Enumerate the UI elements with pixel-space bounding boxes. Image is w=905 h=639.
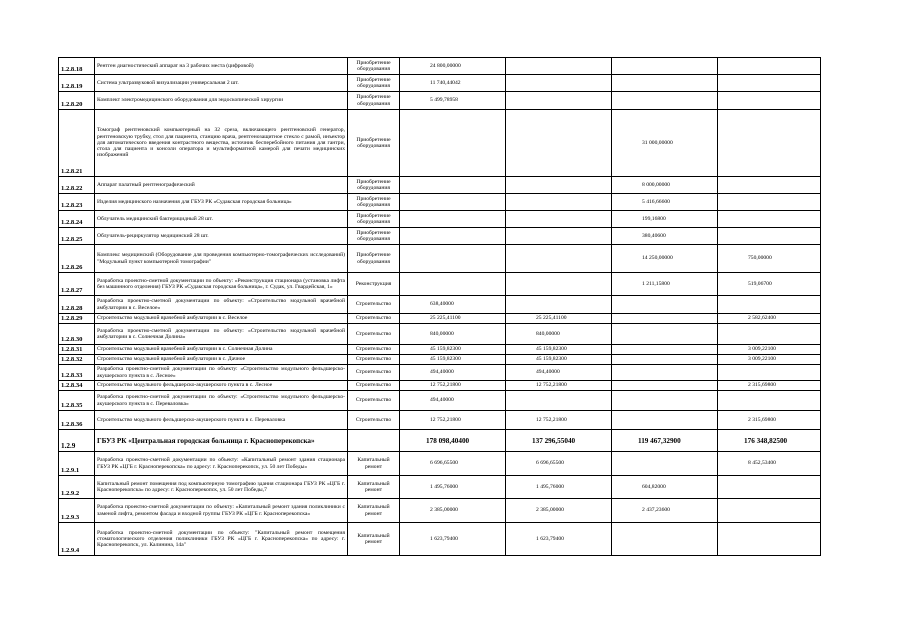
type-cell: Приобретение оборудования <box>348 245 400 273</box>
amount-cell-1 <box>400 245 506 273</box>
type-cell: Приобретение оборудования <box>348 228 400 245</box>
table-row <box>59 523 821 556</box>
amount-cell-1: 6 696,65500 <box>400 452 506 476</box>
amount-cell-3: 604,82000 <box>612 476 718 499</box>
table-row <box>59 194 821 211</box>
code-cell: 1.2.8.29 <box>59 314 95 324</box>
name-cell: Разработка проектно-сметной документации по объекту: «Капитальный ремонт здания стационара ГБУЗ РК «ЦГБ г. Красноперекопска» по адресу: г. Красноперекопск, ул. 50 лет Победы» <box>95 452 348 476</box>
type-cell: Строительство <box>348 411 400 430</box>
code-cell: 1.2.9.4 <box>59 523 95 556</box>
code-cell: 1.2.8.31 <box>59 345 95 355</box>
amount-cell-4: 750,00000 <box>718 245 821 273</box>
table-row <box>59 452 821 476</box>
amount-cell-3 <box>612 296 718 314</box>
name-cell: Строительство модульной врачебной амбулатории в с. Веселое <box>95 314 348 324</box>
amount-cell-3 <box>612 391 718 411</box>
amount-cell-1: 45 159,82300 <box>400 345 506 355</box>
amount-cell-4 <box>718 476 821 499</box>
code-cell: 1.2.9 <box>59 430 95 452</box>
name-cell: Облучатель медицинский бактерицидный 28 шт. <box>95 211 348 228</box>
type-cell: Строительство <box>348 345 400 355</box>
table-row <box>59 58 821 75</box>
amount-cell-1: 494,40000 <box>400 391 506 411</box>
amount-cell-2: 12 752,21800 <box>506 411 612 430</box>
code-cell: 1.2.8.20 <box>59 92 95 110</box>
amount-cell-2 <box>506 273 612 296</box>
type-cell: Приобретение оборудования <box>348 194 400 211</box>
table-row <box>59 177 821 194</box>
code-cell: 1.2.8.28 <box>59 296 95 314</box>
table-row <box>59 476 821 499</box>
type-cell: Капитальный ремонт <box>348 476 400 499</box>
name-cell: ГБУЗ РК «Центральная городская больница г. Красноперекопска» <box>95 430 348 452</box>
budget-table <box>58 57 821 556</box>
amount-cell-4 <box>718 365 821 381</box>
amount-cell-2 <box>506 58 612 75</box>
code-cell: 1.2.8.19 <box>59 75 95 92</box>
name-cell: Строительство модульного фельдшерско-акушерского пункта в с. Переваловка <box>95 411 348 430</box>
code-cell: 1.2.8.32 <box>59 355 95 365</box>
table-row <box>59 296 821 314</box>
amount-cell-4: 3 009,22100 <box>718 345 821 355</box>
table-row <box>59 110 821 177</box>
table-row <box>59 211 821 228</box>
amount-cell-1 <box>400 194 506 211</box>
amount-cell-1: 25 225,41100 <box>400 314 506 324</box>
type-cell: Приобретение оборудования <box>348 110 400 177</box>
amount-cell-1: 12 752,21800 <box>400 381 506 391</box>
table-row <box>59 381 821 391</box>
amount-cell-4: 2 315,69800 <box>718 411 821 430</box>
amount-cell-1: 494,40000 <box>400 365 506 381</box>
amount-cell-1 <box>400 177 506 194</box>
name-cell: Разработка проектно-сметной документации по объекту: «Строительство модульного фельдшерско-акушерского пункта в с. Переваловка» <box>95 391 348 411</box>
code-cell: 1.2.9.2 <box>59 476 95 499</box>
amount-cell-4 <box>718 110 821 177</box>
amount-cell-3 <box>612 452 718 476</box>
table-row <box>59 365 821 381</box>
amount-cell-4 <box>718 391 821 411</box>
name-cell: Томограф рентгеновский компьютерный на 32 среза, включающего рентгеновский генератор, рентгеновскую трубку, стол для пациента, станцию врача, рентгенозащитное стекло с рамой, инъектор для автоматического введения контрастного вещества, источник бесперебойного питания для гантри, стола для пациента и консоли оператора и мультиформатной камерой для печати медицинских изображений <box>95 110 348 177</box>
amount-cell-2 <box>506 92 612 110</box>
type-cell: Приобретение оборудования <box>348 177 400 194</box>
code-cell: 1.2.8.35 <box>59 391 95 411</box>
code-cell: 1.2.8.26 <box>59 245 95 273</box>
code-cell: 1.2.8.24 <box>59 211 95 228</box>
amount-cell-1: 840,00000 <box>400 324 506 345</box>
table-row <box>59 345 821 355</box>
amount-cell-4 <box>718 211 821 228</box>
amount-cell-4 <box>718 324 821 345</box>
amount-cell-3: 8 000,00000 <box>612 177 718 194</box>
table-row <box>59 92 821 110</box>
type-cell: Строительство <box>348 314 400 324</box>
amount-cell-3 <box>612 314 718 324</box>
amount-cell-2 <box>506 194 612 211</box>
name-cell: Аппарат палатный рентгенографический <box>95 177 348 194</box>
amount-cell-3: 199,16800 <box>612 211 718 228</box>
type-cell: Приобретение оборудования <box>348 211 400 228</box>
name-cell: Разработка проектно-сметной документации по объекту: «Реконструкция стационара (установка лифта без машинного отделения) ГБУЗ РК «Судакская городская больница», г. Судак, ул. Гвардейская, 1» <box>95 273 348 296</box>
amount-cell-3: 380,40600 <box>612 228 718 245</box>
table-row <box>59 75 821 92</box>
code-cell: 1.2.8.18 <box>59 58 95 75</box>
amount-cell-2 <box>506 391 612 411</box>
amount-cell-4: 3 009,22100 <box>718 355 821 365</box>
amount-cell-2 <box>506 228 612 245</box>
amount-cell-1: 11 740,44042 <box>400 75 506 92</box>
amount-cell-3: 5 416,66600 <box>612 194 718 211</box>
name-cell: Разработка проектно-сметной документации по объекту: «Капитальный ремонт здания поликлиники с заменой лифта, ремонтом фасада и входной группы ГБУЗ РК «ЦГБ г. Красноперекопска» <box>95 499 348 523</box>
amount-cell-3 <box>612 355 718 365</box>
amount-cell-4 <box>718 499 821 523</box>
amount-cell-2: 137 296,55040 <box>506 430 612 452</box>
name-cell: Капитальный ремонт помещения под компьютерную томографию здания стационара ГБУЗ РК «ЦГБ г. Красноперекопска» по адресу: г. Красноперекопск, ул. 50 лет Победы,7 <box>95 476 348 499</box>
amount-cell-3 <box>612 365 718 381</box>
amount-cell-3: 1 211,15800 <box>612 273 718 296</box>
code-cell: 1.2.9.3 <box>59 499 95 523</box>
amount-cell-1 <box>400 228 506 245</box>
amount-cell-2: 2 385,00000 <box>506 499 612 523</box>
amount-cell-4 <box>718 177 821 194</box>
amount-cell-2: 840,00000 <box>506 324 612 345</box>
table-row <box>59 411 821 430</box>
name-cell: Разработка проектно-сметной документации по объекту: «Строительство модульной врачебной амбулатории в с. Солнечная Долина» <box>95 324 348 345</box>
amount-cell-4 <box>718 75 821 92</box>
code-cell: 1.2.8.27 <box>59 273 95 296</box>
table-row <box>59 355 821 365</box>
amount-cell-4 <box>718 58 821 75</box>
type-cell: Строительство <box>348 365 400 381</box>
amount-cell-3 <box>612 92 718 110</box>
name-cell: Комплекс медицинский (Оборудование для проведения компьютерно-томографических исследований) "Модульный пункт компьютерной томографии" <box>95 245 348 273</box>
type-cell <box>348 430 400 452</box>
name-cell: Разработка проектно-сметной документации по объекту: "Капитальный ремонт помещения стоматологического отделения поликлиники ГБУЗ РК «ЦГБ г. Красноперекопска» по адресу: г. Красноперекопск, ул. Калинина, 14а" <box>95 523 348 556</box>
amount-cell-2: 1 495,76000 <box>506 476 612 499</box>
code-cell: 1.2.8.30 <box>59 324 95 345</box>
amount-cell-2: 12 752,21800 <box>506 381 612 391</box>
amount-cell-4: 176 348,82500 <box>718 430 821 452</box>
type-cell: Приобретение оборудования <box>348 92 400 110</box>
type-cell: Капитальный ремонт <box>348 523 400 556</box>
amount-cell-3 <box>612 411 718 430</box>
amount-cell-3: 31 000,00000 <box>612 110 718 177</box>
amount-cell-2: 45 159,82300 <box>506 345 612 355</box>
amount-cell-3 <box>612 523 718 556</box>
amount-cell-2 <box>506 110 612 177</box>
type-cell: Строительство <box>348 324 400 345</box>
type-cell: Строительство <box>348 355 400 365</box>
name-cell: Комплект электромедицинского оборудования для эндоскопической хирургии <box>95 92 348 110</box>
amount-cell-1: 45 159,82300 <box>400 355 506 365</box>
amount-cell-2 <box>506 177 612 194</box>
amount-cell-3 <box>612 381 718 391</box>
amount-cell-2: 494,40000 <box>506 365 612 381</box>
amount-cell-4 <box>718 92 821 110</box>
amount-cell-3 <box>612 324 718 345</box>
amount-cell-4 <box>718 296 821 314</box>
amount-cell-4: 2 315,69800 <box>718 381 821 391</box>
amount-cell-2 <box>506 211 612 228</box>
amount-cell-4 <box>718 228 821 245</box>
amount-cell-1: 2 385,00000 <box>400 499 506 523</box>
code-cell: 1.2.8.22 <box>59 177 95 194</box>
name-cell: Рентген диагностический аппарат на 3 рабочих места (цифровой) <box>95 58 348 75</box>
amount-cell-4: 519,06700 <box>718 273 821 296</box>
amount-cell-1 <box>400 110 506 177</box>
amount-cell-1 <box>400 273 506 296</box>
table-row <box>59 430 821 452</box>
code-cell: 1.2.8.21 <box>59 110 95 177</box>
name-cell: Разработка проектно-сметной документации по объекту: «Строительство модульного фельдшерско-акушерского пункта в с. Лесное» <box>95 365 348 381</box>
amount-cell-3: 14 250,00000 <box>612 245 718 273</box>
name-cell: Изделия медицинского назначения для ГБУЗ РК «Судакская городская больница» <box>95 194 348 211</box>
name-cell: Система ультразвуковой визуализации универсальная 2 шт. <box>95 75 348 92</box>
amount-cell-1: 24 800,00000 <box>400 58 506 75</box>
type-cell: Строительство <box>348 381 400 391</box>
amount-cell-2 <box>506 296 612 314</box>
amount-cell-1 <box>400 211 506 228</box>
type-cell: Капитальный ремонт <box>348 499 400 523</box>
name-cell: Разработка проектно-сметной документации по объекту: «Строительство модульной врачебной амбулатории в с. Веселое» <box>95 296 348 314</box>
table-row <box>59 499 821 523</box>
type-cell: Приобретение оборудования <box>348 58 400 75</box>
code-cell: 1.2.8.25 <box>59 228 95 245</box>
code-cell: 1.2.8.34 <box>59 381 95 391</box>
table-body <box>59 58 821 556</box>
code-cell: 1.2.8.33 <box>59 365 95 381</box>
amount-cell-2 <box>506 75 612 92</box>
name-cell: Строительство модульного фельдшерско-акушерского пункта в с. Лесное <box>95 381 348 391</box>
amount-cell-2: 45 159,82300 <box>506 355 612 365</box>
amount-cell-4: 8 452,53400 <box>718 452 821 476</box>
table-row <box>59 314 821 324</box>
amount-cell-4 <box>718 194 821 211</box>
amount-cell-2: 1 623,79400 <box>506 523 612 556</box>
amount-cell-1: 1 495,76000 <box>400 476 506 499</box>
amount-cell-3: 2 437,23600 <box>612 499 718 523</box>
amount-cell-1: 12 752,21800 <box>400 411 506 430</box>
type-cell: Строительство <box>348 296 400 314</box>
table-row <box>59 391 821 411</box>
table-row <box>59 324 821 345</box>
name-cell: Строительство модульной врачебной амбулатории в с. Солнечная Долина <box>95 345 348 355</box>
table-row <box>59 245 821 273</box>
code-cell: 1.2.8.23 <box>59 194 95 211</box>
amount-cell-1: 178 098,40400 <box>400 430 506 452</box>
amount-cell-3 <box>612 58 718 75</box>
table-row <box>59 228 821 245</box>
table-row <box>59 273 821 296</box>
code-cell: 1.2.9.1 <box>59 452 95 476</box>
name-cell: Облучатель-рециркулятор медицинский 28 шт. <box>95 228 348 245</box>
amount-cell-2: 6 696,65500 <box>506 452 612 476</box>
amount-cell-3: 119 467,32900 <box>612 430 718 452</box>
code-cell: 1.2.8.36 <box>59 411 95 430</box>
type-cell: Реконструкция <box>348 273 400 296</box>
amount-cell-2: 25 225,41100 <box>506 314 612 324</box>
amount-cell-4: 2 582,62400 <box>718 314 821 324</box>
amount-cell-1: 5 499,78958 <box>400 92 506 110</box>
amount-cell-3 <box>612 75 718 92</box>
amount-cell-1: 1 623,79400 <box>400 523 506 556</box>
amount-cell-4 <box>718 523 821 556</box>
amount-cell-2 <box>506 245 612 273</box>
type-cell: Капитальный ремонт <box>348 452 400 476</box>
amount-cell-1: 638,40000 <box>400 296 506 314</box>
type-cell: Приобретение оборудования <box>348 75 400 92</box>
name-cell: Строительство модульной врачебной амбулатории в с. Дачное <box>95 355 348 365</box>
type-cell: Строительство <box>348 391 400 411</box>
amount-cell-3 <box>612 345 718 355</box>
